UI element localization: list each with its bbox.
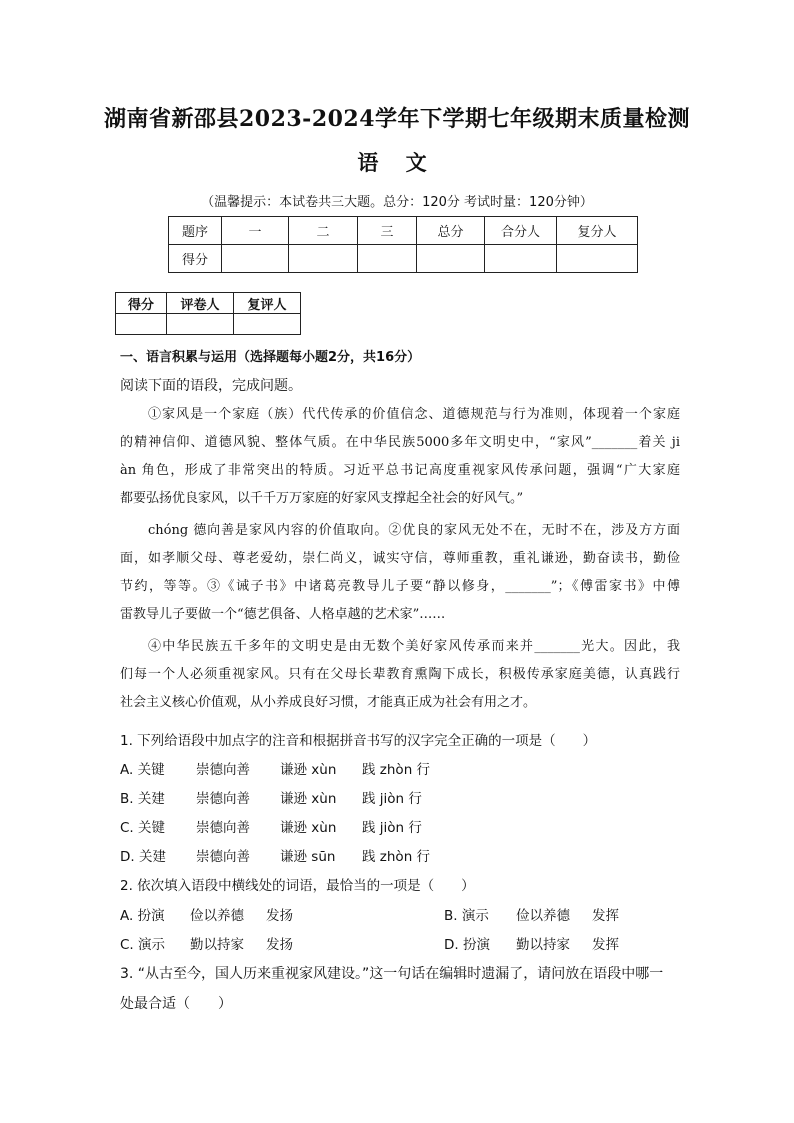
- score-cell: 三: [358, 217, 417, 245]
- section-heading: 一、语言积累与运用（选择题每小题2分，共16分）: [120, 350, 421, 365]
- q1-option-d[interactable]: [120, 845, 430, 865]
- option-text: 崇德向善: [196, 762, 250, 778]
- option-text: 崇德向善: [196, 791, 250, 807]
- option-text: 崇德向善: [196, 820, 250, 836]
- passage-line: àn 角色，形成了非常突出的特质。习近平总书记高度重视家风传承问题，强调“广大家庭: [120, 463, 680, 478]
- option-text: 俭以养德: [190, 908, 244, 924]
- passage-line: 社会主义核心价值观，从小养成良好习惯，才能真正成为社会有用之才。: [120, 695, 537, 710]
- q2-option-c[interactable]: [120, 933, 293, 953]
- grader-table: [115, 292, 301, 335]
- passage-line: chóng 德向善是家风内容的价值取向。②优良的家风无处不在，无时不在，涉及方方面: [148, 523, 680, 538]
- grader-input-cell[interactable]: [234, 314, 301, 335]
- passage: [120, 401, 680, 717]
- score-cell: 复分人: [557, 217, 638, 245]
- passage-line: 面，如孝顺父母、尊老爱幼，崇仁尚义，诚实守信，尊师重教，重礼谦逊，勤奋读书，勤俭: [120, 551, 680, 566]
- option-text: 发扬: [266, 908, 293, 924]
- score-input-cell[interactable]: [289, 245, 358, 273]
- passage-line: 们每一个人必须重视家风。只有在父母长辈教育熏陶下成长，积极传承家庭美德，认真践行: [120, 667, 680, 682]
- q2-option-d[interactable]: [444, 933, 619, 953]
- option-text: A. 关键: [120, 762, 165, 778]
- score-cell: 题序: [169, 217, 222, 245]
- section-instruction: 阅读下面的语段，完成问题。: [120, 378, 302, 394]
- score-input-cell[interactable]: [417, 245, 485, 273]
- question-1-stem: 1. 下列给语段中加点字的注音和根据拼音书写的汉字完全正确的一项是（ ）: [120, 733, 597, 749]
- subject-title: 语 文: [357, 150, 437, 175]
- grader-table-value-row: [116, 314, 301, 335]
- passage-line: ④中华民族五千多年的文明史是由无数个美好家风传承而来并_______光大。因此，我: [148, 639, 680, 654]
- passage-line: 雷教导儿子要做一个“德艺俱备、人格卓越的艺术家”……: [120, 607, 446, 622]
- score-input-cell[interactable]: [485, 245, 557, 273]
- option-text: D. 关建: [120, 849, 166, 865]
- score-table: [168, 216, 638, 273]
- option-text: 俭以养德: [516, 908, 570, 924]
- score-table-header-row: [169, 217, 638, 245]
- score-cell: 一: [222, 217, 289, 245]
- option-text: 崇德向善: [196, 849, 250, 865]
- option-text: 践 jiòn 行: [362, 791, 422, 807]
- question-3-stem-cont: 处最合适（ ）: [120, 996, 232, 1012]
- option-text: C. 演示: [120, 937, 166, 953]
- option-text: B. 演示: [444, 908, 489, 924]
- exam-title: 湖南省新邵县2023-2024学年下学期七年级期末质量检测: [103, 106, 691, 132]
- option-text: 践 jiòn 行: [362, 820, 422, 836]
- score-cell: 总分: [417, 217, 485, 245]
- passage-line: 的精神信仰、道德风貌、整体气质。在中华民族5000多年文明史中，“家风”_______着关 ji: [120, 435, 680, 450]
- option-text: 发挥: [592, 937, 619, 953]
- q2-option-a[interactable]: [120, 904, 293, 924]
- grader-input-cell[interactable]: [167, 314, 234, 335]
- score-input-cell[interactable]: [557, 245, 638, 273]
- option-text: B. 关建: [120, 791, 165, 807]
- score-cell: 合分人: [485, 217, 557, 245]
- score-cell: 二: [289, 217, 358, 245]
- passage-line: 节约，等等。③《诫子书》中诸葛亮教导儿子要“静以修身，_______”；《傅雷家书》中傅: [120, 579, 680, 594]
- q1-option-b[interactable]: [120, 787, 422, 807]
- option-text: 发扬: [266, 937, 293, 953]
- option-text: 勤以持家: [190, 937, 244, 953]
- exam-hint: （温馨提示：本试卷共三大题。总分：120分 考试时量：120分钟）: [201, 195, 593, 210]
- option-text: 勤以持家: [516, 937, 570, 953]
- grader-table-header-row: [116, 293, 301, 314]
- passage-line: ①家风是一个家庭（族）代代传承的价值信念、道德规范与行为准则，体现着一个家庭: [148, 407, 680, 422]
- option-text: 谦逊 xùn: [280, 820, 337, 836]
- option-text: C. 关键: [120, 820, 166, 836]
- score-input-cell[interactable]: [222, 245, 289, 273]
- grader-cell: 评卷人: [167, 293, 234, 314]
- option-text: 践 zhòn 行: [362, 762, 431, 778]
- q1-option-a[interactable]: [120, 758, 430, 778]
- option-text: 谦逊 sūn: [280, 849, 336, 865]
- score-cell: 得分: [169, 245, 222, 273]
- grader-cell: 复评人: [234, 293, 301, 314]
- grader-cell: 得分: [116, 293, 167, 314]
- option-text: 谦逊 xùn: [280, 791, 337, 807]
- option-text: D. 扮演: [444, 937, 490, 953]
- question-3-stem: 3. “从古至今，国人历来重视家风建设。”这一句话在编辑时遗漏了，请问放在语段中哪一: [120, 966, 664, 982]
- grader-input-cell[interactable]: [116, 314, 167, 335]
- question-2-stem: 2. 依次填入语段中横线处的词语，最恰当的一项是（ ）: [120, 878, 475, 894]
- option-text: A. 扮演: [120, 908, 165, 924]
- option-text: 践 zhòn 行: [362, 849, 431, 865]
- passage-line: 都要弘扬优良家风，以千千万万家庭的好家风支撑起全社会的好风气。”: [120, 491, 524, 506]
- option-text: 谦逊 xùn: [280, 762, 337, 778]
- score-table-value-row: [169, 245, 638, 273]
- q1-option-c[interactable]: [120, 816, 422, 836]
- q2-option-b[interactable]: [444, 904, 619, 924]
- option-text: 发挥: [592, 908, 619, 924]
- score-input-cell[interactable]: [358, 245, 417, 273]
